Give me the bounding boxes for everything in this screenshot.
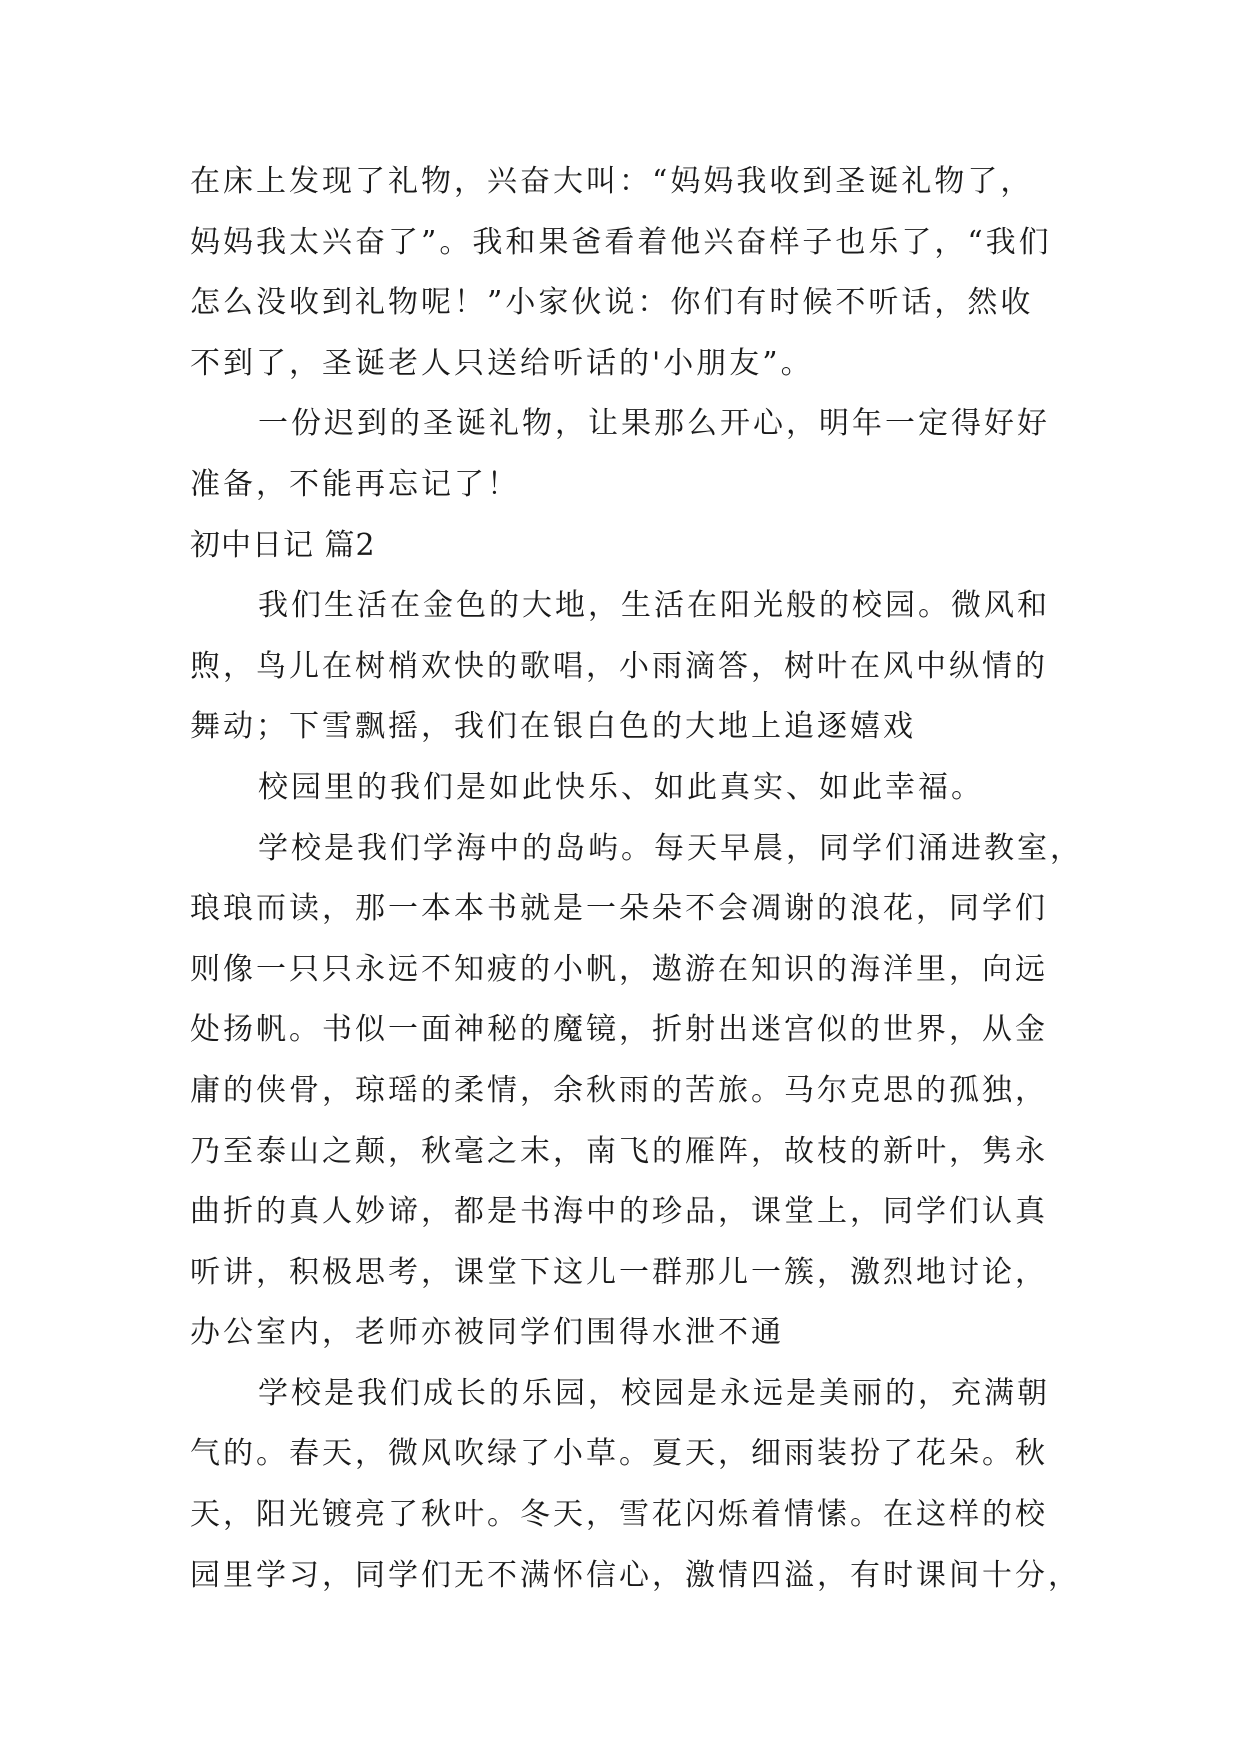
text-line: 在床上发现了礼物，兴奋大叫：“妈妈我收到圣诞礼物了， — [190, 164, 1034, 199]
text-line: 一份迟到的圣诞礼物，让果那么开心，明年一定得好好 — [258, 406, 1050, 442]
text-line: 琅琅而读，那一本本书就是一朵朵不会凋谢的浪花，同学们 — [190, 891, 1048, 927]
text-line: 准备，不能再忘记了！ — [190, 466, 520, 502]
text-line: 我们生活在金色的大地，生活在阳光般的校园。微风和 — [258, 588, 1050, 624]
document-body — [190, 152, 1083, 1606]
text-line: 舞动；下雪飘摇，我们在银白色的大地上追逐嬉戏 — [190, 709, 916, 745]
text-line: 园里学习，同学们无不满怀信心，激情四溢，有时课间十分， — [190, 1557, 1081, 1593]
text-line: 乃至泰山之颠，秋毫之末，南飞的雁阵，故枝的新叶，隽永 — [190, 1133, 1048, 1169]
text-line: 怎么没收到礼物呢！”小家伙说：你们有时候不听话，然收 — [190, 285, 1034, 321]
text-line: 天，阳光镀亮了秋叶。冬天，雪花闪烁着情愫。在这样的校 — [190, 1497, 1048, 1533]
text-line: 办公室内，老师亦被同学们围得水泄不通 — [190, 1315, 784, 1351]
text-line: 学校是我们学海中的岛屿。每天早晨，同学们涌进教室， — [258, 830, 1083, 866]
text-line: 处扬帆。书似一面神秘的魔镜，折射出迷宫似的世界，从金 — [190, 1012, 1048, 1048]
text-line: 庸的侠骨，琼瑶的柔情，余秋雨的苦旅。马尔克思的孤独， — [190, 1072, 1048, 1108]
text-line: 学校是我们成长的乐园，校园是永远是美丽的，充满朝 — [258, 1375, 1050, 1411]
text-line: 妈妈我太兴奋了”。我和果爸看着他兴奋样子也乐了，“我们 — [190, 224, 1052, 260]
text-line: 校园里的我们是如此快乐、如此真实、如此幸福。 — [258, 769, 984, 805]
text-line: 听讲，积极思考，课堂下这儿一群那儿一簇，激烈地讨论， — [190, 1254, 1048, 1290]
text-line: 煦，鸟儿在树梢欢快的歌唱，小雨滴答，树叶在风中纵情的 — [190, 648, 1048, 684]
text-line: 曲折的真人妙谛，都是书海中的珍品，课堂上，同学们认真 — [190, 1194, 1048, 1230]
section-heading: 初中日记 篇2 — [190, 527, 376, 563]
text-line: 则像一只只永远不知疲的小帆，遨游在知识的海洋里，向远 — [190, 951, 1048, 987]
text-line: 不到了，圣诞老人只送给听话的'小朋友”。 — [190, 345, 814, 381]
text-line: 气的。春天，微风吹绿了小草。夏天，细雨装扮了花朵。秋 — [190, 1436, 1048, 1472]
